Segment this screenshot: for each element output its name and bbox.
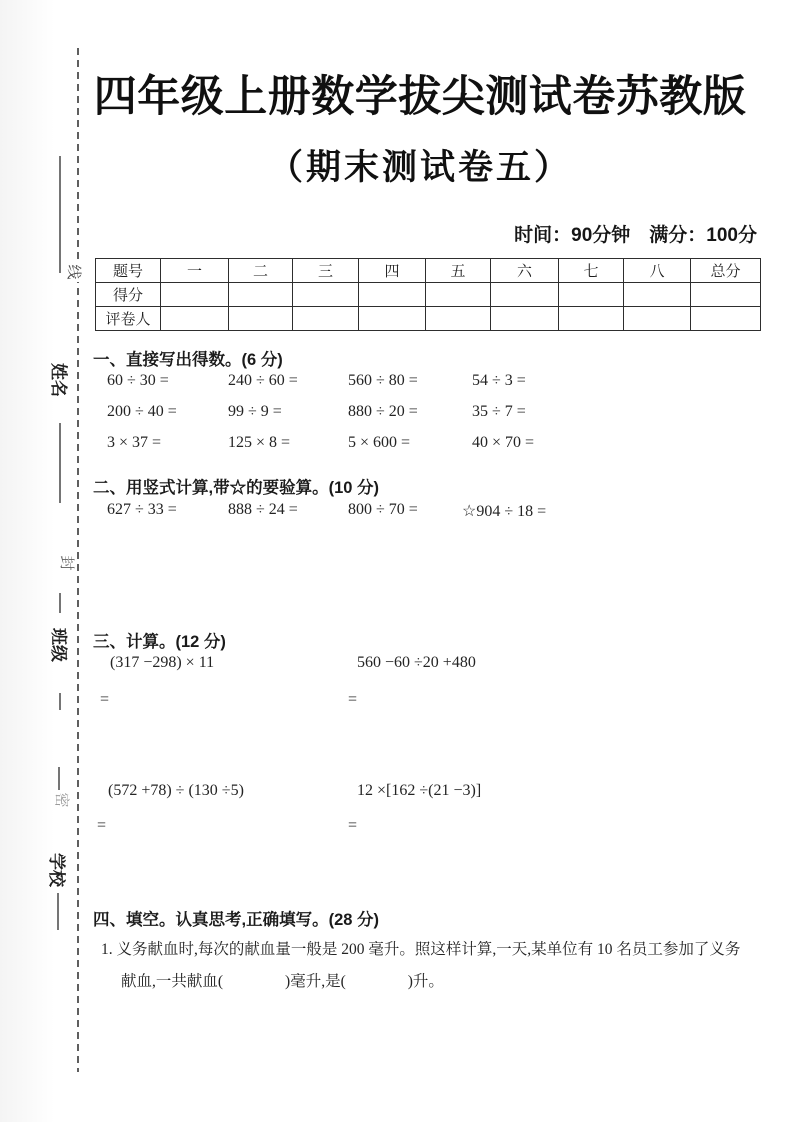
grader-row bbox=[96, 307, 761, 331]
class-label: 班级 bbox=[49, 628, 68, 662]
score-cell bbox=[691, 283, 761, 307]
score-cell bbox=[426, 283, 491, 307]
score-table-header-row bbox=[96, 259, 761, 283]
mixed-calc-expression: 560 −60 ÷20 +480 bbox=[357, 654, 476, 671]
score-cell bbox=[229, 283, 293, 307]
oral-calc-item: 35 ÷ 7 = bbox=[472, 403, 526, 420]
mixed-calc-expression: 12 ×[162 ÷(21 −3)] bbox=[357, 782, 482, 799]
oral-calc-item: 99 ÷ 9 = bbox=[228, 403, 282, 420]
oral-calc-item: 240 ÷ 60 = bbox=[228, 372, 298, 389]
seal-char-mi: 密 bbox=[51, 790, 71, 810]
question-number-corner: 题号 bbox=[96, 259, 161, 283]
oral-calc-item: 60 ÷ 30 = bbox=[107, 372, 169, 389]
mixed-calc-expression: (317 −298) × 11 bbox=[110, 654, 215, 671]
score-cell bbox=[624, 283, 691, 307]
col-header-total: 总分 bbox=[691, 259, 761, 283]
oral-calc-item: 560 ÷ 80 = bbox=[348, 372, 418, 389]
column-calc-item: 888 ÷ 24 = bbox=[228, 501, 298, 518]
column-calc-item: 627 ÷ 33 = bbox=[107, 501, 177, 518]
equals-sign: = bbox=[348, 691, 358, 708]
fill-blank-question-line1: 1. 义务献血时,每次的献血量一般是 200 毫升。照这样计算,一天,某单位有 10 名员工参加了义务 bbox=[101, 941, 741, 958]
fill-blank-question-line2: 献血,一共献血( )毫升,是( )升。 bbox=[121, 973, 444, 990]
oral-calc-item: 3 × 37 = bbox=[107, 434, 162, 451]
mixed-calc-expression: (572 +78) ÷ (130 ÷5) bbox=[108, 782, 244, 799]
oral-calc-item: 200 ÷ 40 = bbox=[107, 403, 177, 420]
col-header-3: 三 bbox=[293, 259, 359, 283]
oral-calc-item: 125 × 8 = bbox=[228, 434, 291, 451]
grader-cell bbox=[426, 307, 491, 331]
score-cell bbox=[161, 283, 229, 307]
section3-heading: 三、计算。(12 分) bbox=[93, 633, 226, 651]
section2-heading: 二、用竖式计算,带☆的要验算。(10 分) bbox=[93, 479, 380, 497]
school-label: 学校 bbox=[47, 853, 66, 887]
col-header-5: 五 bbox=[426, 259, 491, 283]
score-row-label: 得分 bbox=[96, 283, 161, 307]
oral-calc-item: 5 × 600 = bbox=[348, 434, 411, 451]
col-header-4: 四 bbox=[359, 259, 426, 283]
equals-sign: = bbox=[348, 817, 358, 834]
column-calc-item-starred: ☆904 ÷ 18 = bbox=[462, 503, 547, 520]
section1-problems bbox=[107, 372, 534, 465]
score-cell bbox=[491, 283, 559, 307]
score-table bbox=[95, 258, 761, 331]
section1-heading: 一、直接写出得数。(6 分) bbox=[93, 351, 283, 369]
section2-problems bbox=[107, 501, 546, 532]
grader-row-label: 评卷人 bbox=[96, 307, 161, 331]
grader-cell bbox=[691, 307, 761, 331]
column-calc-item: 800 ÷ 70 = bbox=[348, 501, 418, 518]
grader-cell bbox=[624, 307, 691, 331]
oral-calc-item: 40 × 70 = bbox=[472, 434, 535, 451]
paper-title: 四年级上册数学拔尖测试卷苏教版 bbox=[93, 73, 747, 121]
grader-cell bbox=[491, 307, 559, 331]
grader-cell bbox=[559, 307, 624, 331]
seal-char-xian: 线 bbox=[63, 262, 83, 282]
col-header-7: 七 bbox=[559, 259, 624, 283]
equals-sign: = bbox=[97, 817, 107, 834]
paper-subtitle: （期末测试卷五） bbox=[267, 148, 572, 187]
time-score-info: 时间：90分钟 满分：100分 bbox=[514, 225, 757, 246]
grader-cell bbox=[293, 307, 359, 331]
oral-calc-item: 54 ÷ 3 = bbox=[472, 372, 526, 389]
col-header-2: 二 bbox=[229, 259, 293, 283]
oral-calc-item: 880 ÷ 20 = bbox=[348, 403, 418, 420]
score-cell bbox=[293, 283, 359, 307]
student-name-label: 姓名 bbox=[49, 363, 68, 397]
col-header-8: 八 bbox=[624, 259, 691, 283]
col-header-6: 六 bbox=[491, 259, 559, 283]
score-row bbox=[96, 283, 761, 307]
section4-heading: 四、填空。认真思考,正确填写。(28 分) bbox=[93, 911, 380, 929]
seal-char-feng: 封 bbox=[56, 553, 76, 573]
score-cell bbox=[359, 283, 426, 307]
grader-cell bbox=[359, 307, 426, 331]
col-header-1: 一 bbox=[161, 259, 229, 283]
score-cell bbox=[559, 283, 624, 307]
grader-cell bbox=[161, 307, 229, 331]
grader-cell bbox=[229, 307, 293, 331]
equals-sign: = bbox=[100, 691, 110, 708]
